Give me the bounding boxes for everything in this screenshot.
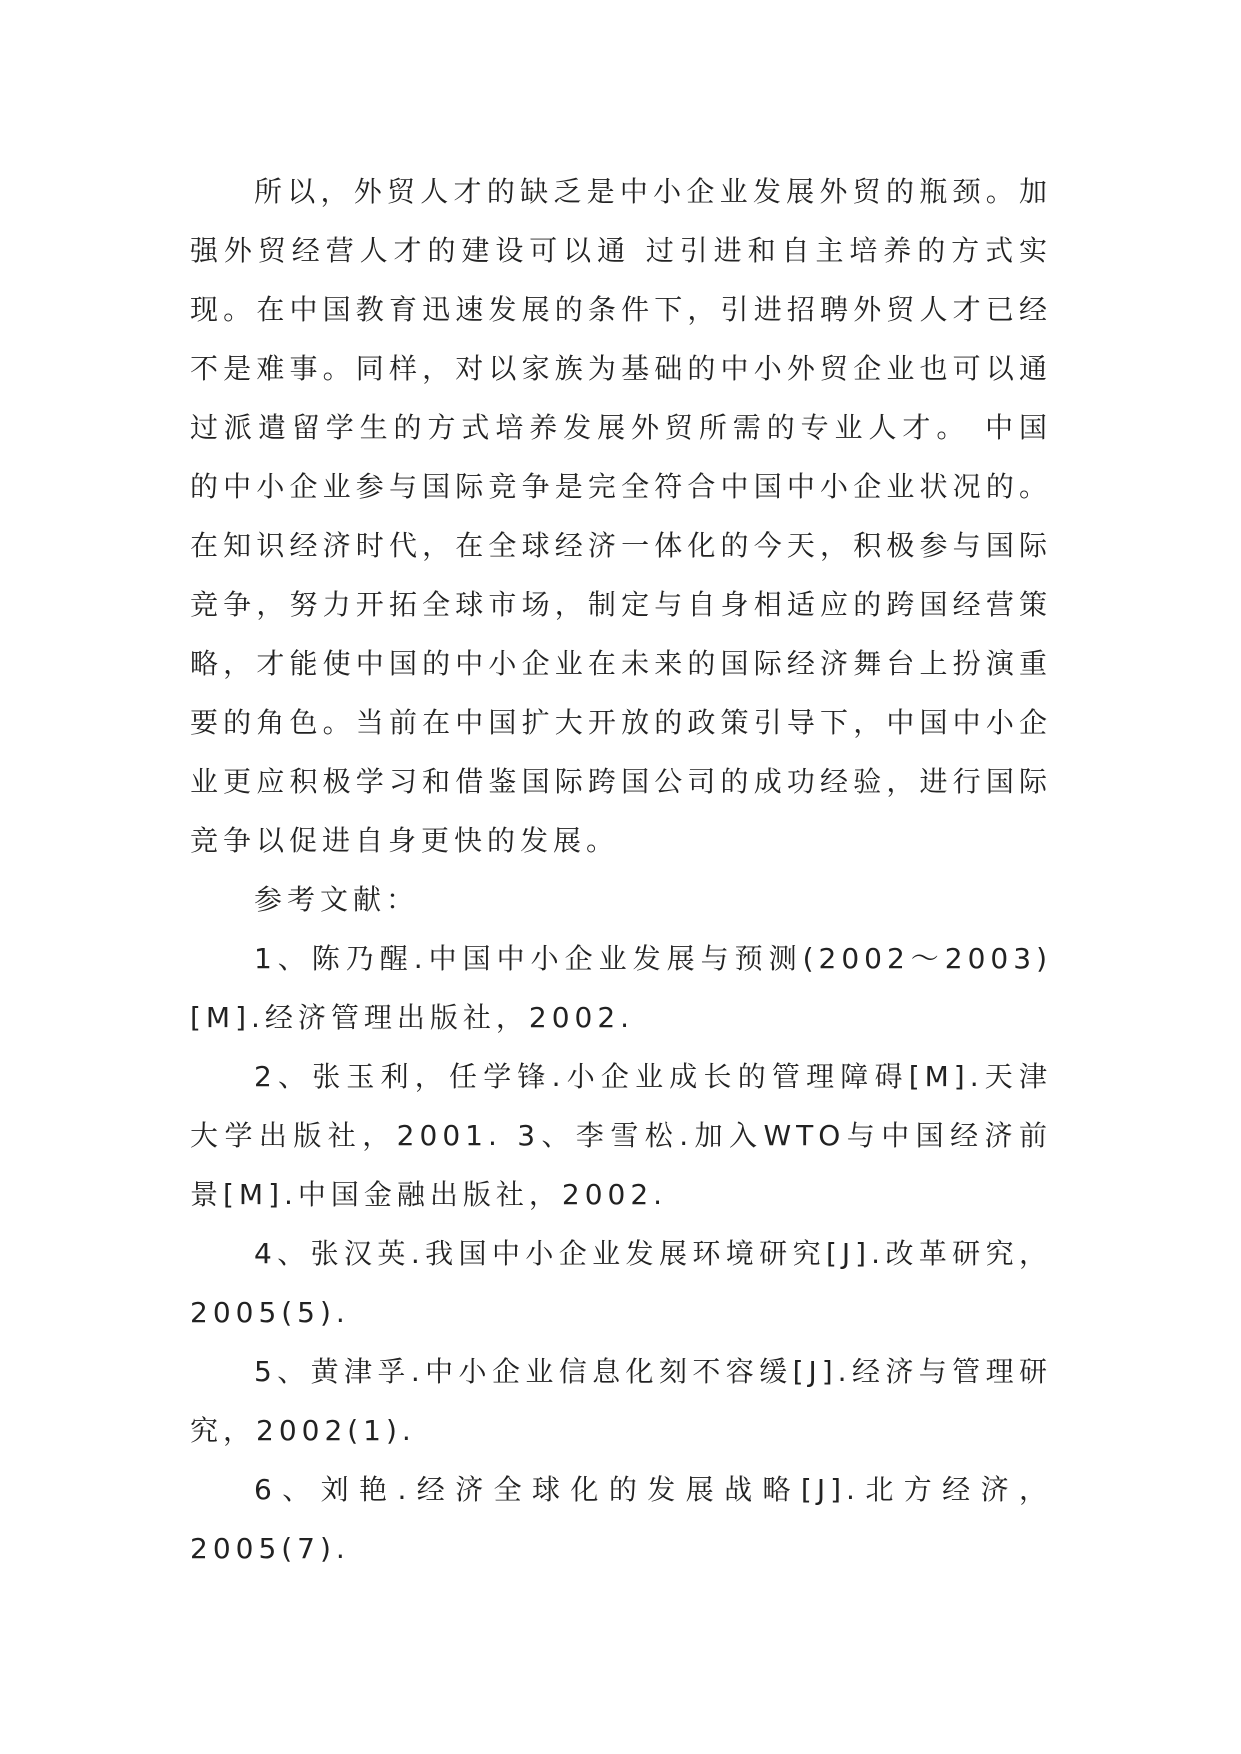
reference-item-4: 4、张汉英.我国中小企业发展环境研究[J].改革研究，2005(5).: [190, 1237, 1052, 1329]
document-page: [190, 162, 1052, 1578]
reference-item-6: 6、刘艳.经济全球化的发展战略[J].北方经济，2005(7).: [190, 1473, 1052, 1565]
reference-item-1: 1、陈乃醒.中国中小企业发展与预测(2002～2003)[M].经济管理出版社，2002.: [190, 942, 1052, 1034]
reference-item-5: 5、黄津孚.中小企业信息化刻不容缓[J].经济与管理研究，2002(1).: [190, 1355, 1052, 1447]
reference-item-2: 2、张玉利，任学锋.小企业成长的管理障碍[M].天津大学出版社，2001. 3、李雪松.加入WTO与中国经济前景[M].中国金融出版社，2002.: [190, 1060, 1052, 1211]
body-paragraph: 所以，外贸人才的缺乏是中小企业发展外贸的瓶颈。加强外贸经营人才的建设可以通 过引进和自主培养的方式实现。在中国教育迅速发展的条件下，引进招聘外贸人才已经不是难事。同样，对以家族为基础的中小外贸企业也可以通过派遣留学生的方式培养发展外贸所需的专业人才。 中国的中小企业参与国际竞争是完全符合中国中小企业状况的。在知识经济时代，在全球经济一体化的今天，积极参与国际竞争，努力开拓全球市场，制定与自身相适应的跨国经营策略，才能使中国的中小企业在未来的国际经济舞台上扮演重要的角色。当前在中国扩大开放的政策引导下，中国中小企业更应积极学习和借鉴国际跨国公司的成功经验，进行国际竞争以促进自身更快的发展。: [190, 175, 1052, 857]
references-heading: 参考文献：: [254, 883, 420, 916]
